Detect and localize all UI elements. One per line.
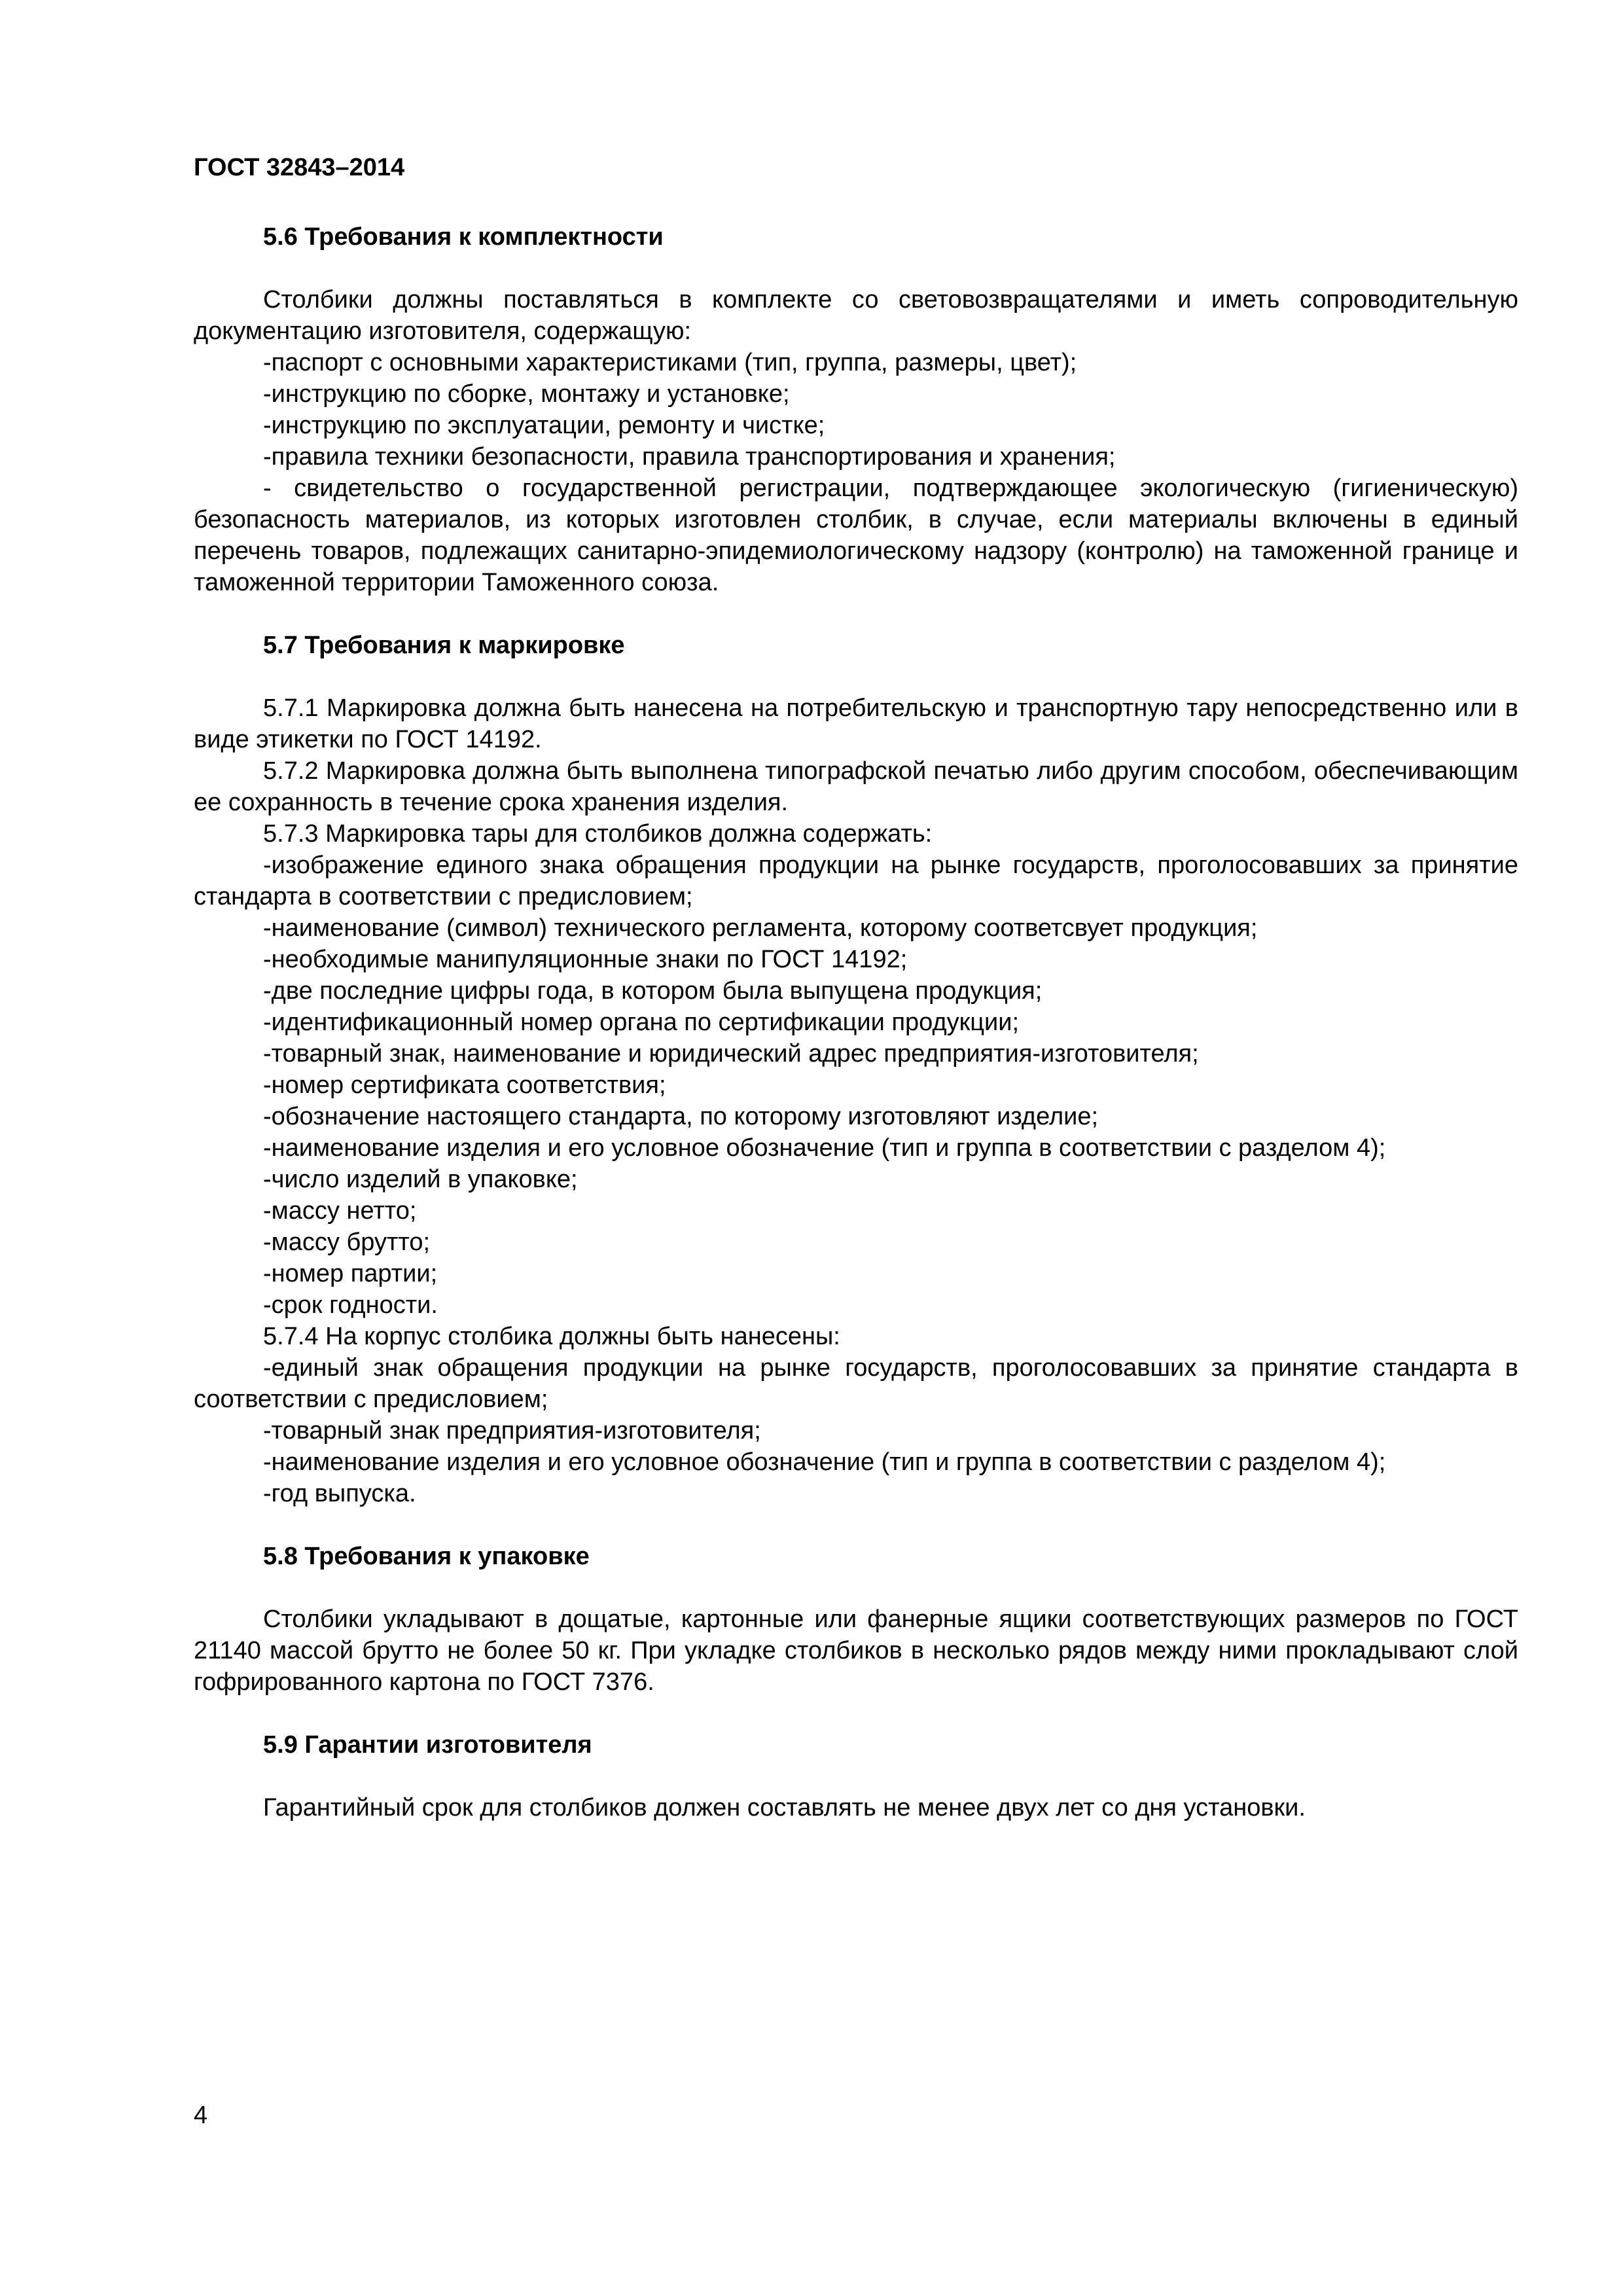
page-number: 4 — [194, 2102, 208, 2129]
section-heading-5-7: 5.7 Требования к маркировке — [263, 632, 625, 659]
list-item: -изображение единого знака обращения продукции на рынке государств, проголосовавших за принятие стандарта в соответствии с предисловием; — [194, 852, 1518, 910]
section-heading-5-9: 5.9 Гарантии изготовителя — [263, 1731, 592, 1759]
list-item: -номер сертификата соответствия; — [263, 1071, 666, 1099]
list-item: -обозначение настоящего стандарта, по которому изготовляют изделие; — [263, 1103, 1099, 1130]
list-item: -инструкцию по эксплуатации, ремонту и чистке; — [263, 412, 825, 439]
paragraph: Столбики укладывают в дощатые, картонные или фанерные ящики соответствующих размеров по ГОСТ 21140 массой брутто не более 50 кг. При укладке столбиков в несколько рядов между ними прокладывают слой гофрированного картона по ГОСТ 7376. — [194, 1605, 1518, 1696]
section-heading-5-8: 5.8 Требования к упаковке — [263, 1543, 590, 1570]
list-item: -массу нетто; — [263, 1197, 417, 1225]
list-item: -две последние цифры года, в котором была выпущена продукция; — [263, 977, 1043, 1005]
list-item: -паспорт с основными характеристиками (тип, группа, размеры, цвет); — [263, 349, 1077, 376]
list-item: -срок годности. — [263, 1291, 438, 1319]
paragraph: Столбики должны поставляться в комплекте со световозвращателями и иметь сопроводительную документацию изготовителя, содержащую: — [194, 286, 1518, 345]
list-item: - свидетельство о государственной регистрации, подтверждающее экологическую (гигиеническую) безопасность материалов, из которых изготовлен столбик, в случае, если материалы включены в единый перечень товаров, подлежащих санитарно-эпидемиологическому надзору (контролю) на таможенной границе и таможенной территории Таможенного союза. — [194, 475, 1518, 596]
paragraph: 5.7.4 На корпус столбика должны быть нанесены: — [263, 1323, 840, 1350]
list-item: -товарный знак предприятия-изготовителя; — [263, 1417, 761, 1444]
list-item: -наименование изделия и его условное обозначение (тип и группа в соответствии с разделом 4); — [263, 1448, 1386, 1476]
list-item: -наименование изделия и его условное обозначение (тип и группа в соответствии с разделом 4); — [263, 1134, 1386, 1162]
list-item: -правила техники безопасности, правила транспортирования и хранения; — [263, 443, 1116, 471]
section-heading-5-6: 5.6 Требования к комплектности — [263, 223, 664, 251]
document-designation: ГОСТ 32843–2014 — [194, 154, 405, 181]
list-item: -массу брутто; — [263, 1229, 431, 1256]
list-item: -номер партии; — [263, 1260, 438, 1287]
list-item: -год выпуска. — [263, 1480, 416, 1507]
paragraph: Гарантийный срок для столбиков должен составлять не менее двух лет со дня установки. — [263, 1794, 1306, 1821]
paragraph: 5.7.3 Маркировка тары для столбиков должна содержать: — [263, 820, 933, 848]
document-body — [194, 221, 1518, 1823]
list-item: -товарный знак, наименование и юридический адрес предприятия-изготовителя; — [263, 1040, 1199, 1067]
list-item: -единый знак обращения продукции на рынке государств, проголосовавших за принятие стандарта в соответствии с предисловием; — [194, 1354, 1518, 1413]
list-item: -необходимые манипуляционные знаки по ГОСТ 14192; — [263, 946, 908, 973]
paragraph: 5.7.2 Маркировка должна быть выполнена типографской печатью либо другим способом, обеспечивающим ее сохранность в течение срока хранения изделия. — [194, 757, 1518, 816]
list-item: -наименование (символ) технического регламента, которому соответсвует продукция; — [263, 914, 1258, 942]
list-item: -инструкцию по сборке, монтажу и установке; — [263, 380, 790, 408]
list-item: -число изделий в упаковке; — [263, 1166, 578, 1193]
list-item: -идентификационный номер органа по сертификации продукции; — [263, 1009, 1020, 1036]
paragraph: 5.7.1 Маркировка должна быть нанесена на потребительскую и транспортную тару непосредственно или в виде этикетки по ГОСТ 14192. — [194, 694, 1518, 753]
